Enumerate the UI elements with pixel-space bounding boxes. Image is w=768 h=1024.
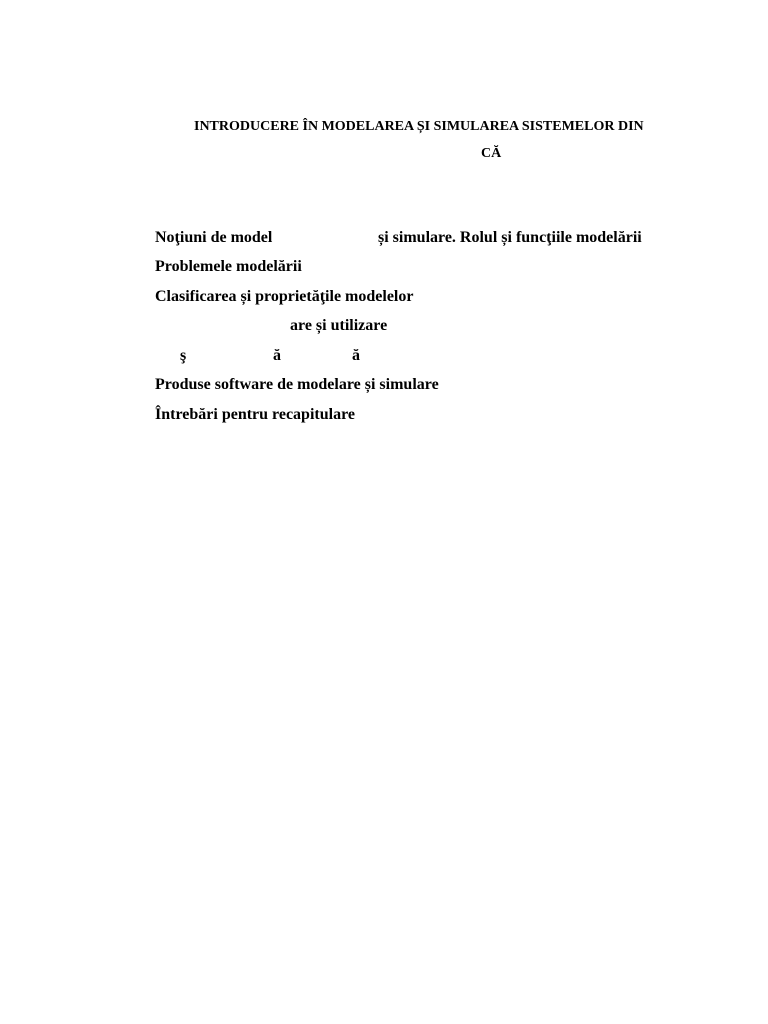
toc-item-produse-software: Produse software de modelare și simulare (155, 376, 439, 393)
toc-item-notiuni-part-1: Noţiuni de model (155, 229, 273, 246)
toc-fragment-char-2: ă (273, 347, 281, 364)
toc-item-clasificare: Clasificarea și proprietăţile modelelor (155, 288, 414, 305)
toc-item-utilizare: are și utilizare (290, 317, 388, 334)
document-title-line-1: INTRODUCERE ÎN MODELAREA ȘI SIMULAREA SISTEMELOR DIN (194, 119, 644, 134)
toc-item-notiuni (155, 229, 695, 249)
toc-fragment-char-3: ă (352, 347, 360, 364)
toc-fragment-char-1: ş (180, 347, 187, 364)
toc-item-notiuni-part-2: și simulare. Rolul și funcţiile modelării (378, 229, 642, 246)
toc-item-fragment (155, 347, 375, 367)
toc-item-probleme: Problemele modelării (155, 258, 302, 275)
document-title-line-2: CĂ (481, 146, 502, 161)
toc-item-intrebari: Întrebări pentru recapitulare (155, 406, 355, 423)
